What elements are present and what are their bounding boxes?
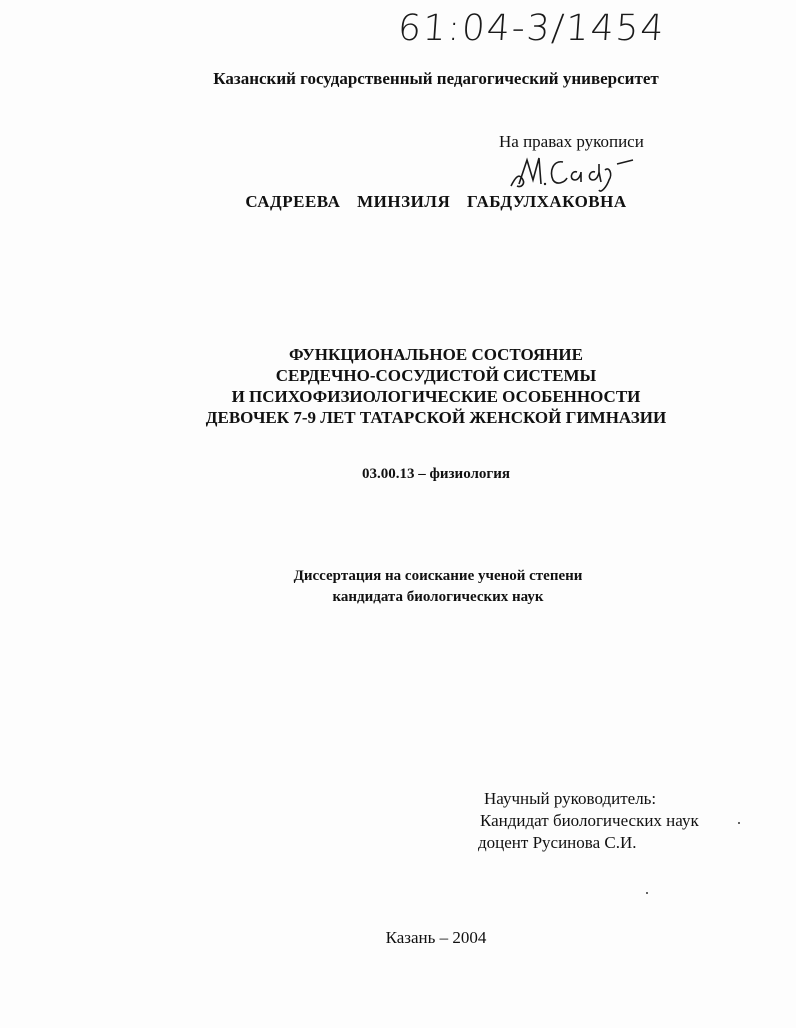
supervisor-heading: Научный руководитель:: [484, 789, 657, 808]
supervisor-info: [480, 788, 699, 854]
manuscript-rights-note: На правах рукописи: [499, 132, 644, 151]
degree-line: кандидата биологических наук: [332, 589, 544, 605]
degree-statement: [0, 566, 796, 608]
title-line: ФУНКЦИОНАЛЬНОЕ СОСТОЯНИЕ: [289, 345, 583, 364]
title-line: СЕРДЕЧНО-СОСУДИСТОЙ СИСТЕМЫ: [275, 366, 597, 385]
title-line: И ПСИХОФИЗИОЛОГИЧЕСКИЕ ОСОБЕННОСТИ: [231, 387, 641, 406]
city-year: Казань – 2004: [385, 928, 487, 947]
dissertation-title: [0, 344, 796, 428]
supervisor-name: доцент Русинова С.И.: [478, 833, 637, 852]
specialty-code: 03.00.13 – физиология: [362, 466, 510, 482]
supervisor-degree: Кандидат биологических наук: [480, 811, 699, 830]
author-name: САДРЕЕВА МИНЗИЛЯ ГАБДУЛХАКОВНА: [245, 192, 627, 211]
title-line: ДЕВОЧЕК 7-9 ЛЕТ ТАТАРСКОЙ ЖЕНСКОЙ ГИМНАЗИИ: [205, 408, 667, 427]
scan-speck: [738, 822, 740, 824]
signature-image: [505, 150, 645, 196]
scan-speck: [646, 892, 648, 894]
archive-code-handwritten: 61:04-3/1454: [396, 8, 667, 49]
university-name: Казанский государственный педагогический университет: [213, 69, 659, 88]
degree-line: Диссертация на соискание ученой степени: [293, 568, 583, 584]
